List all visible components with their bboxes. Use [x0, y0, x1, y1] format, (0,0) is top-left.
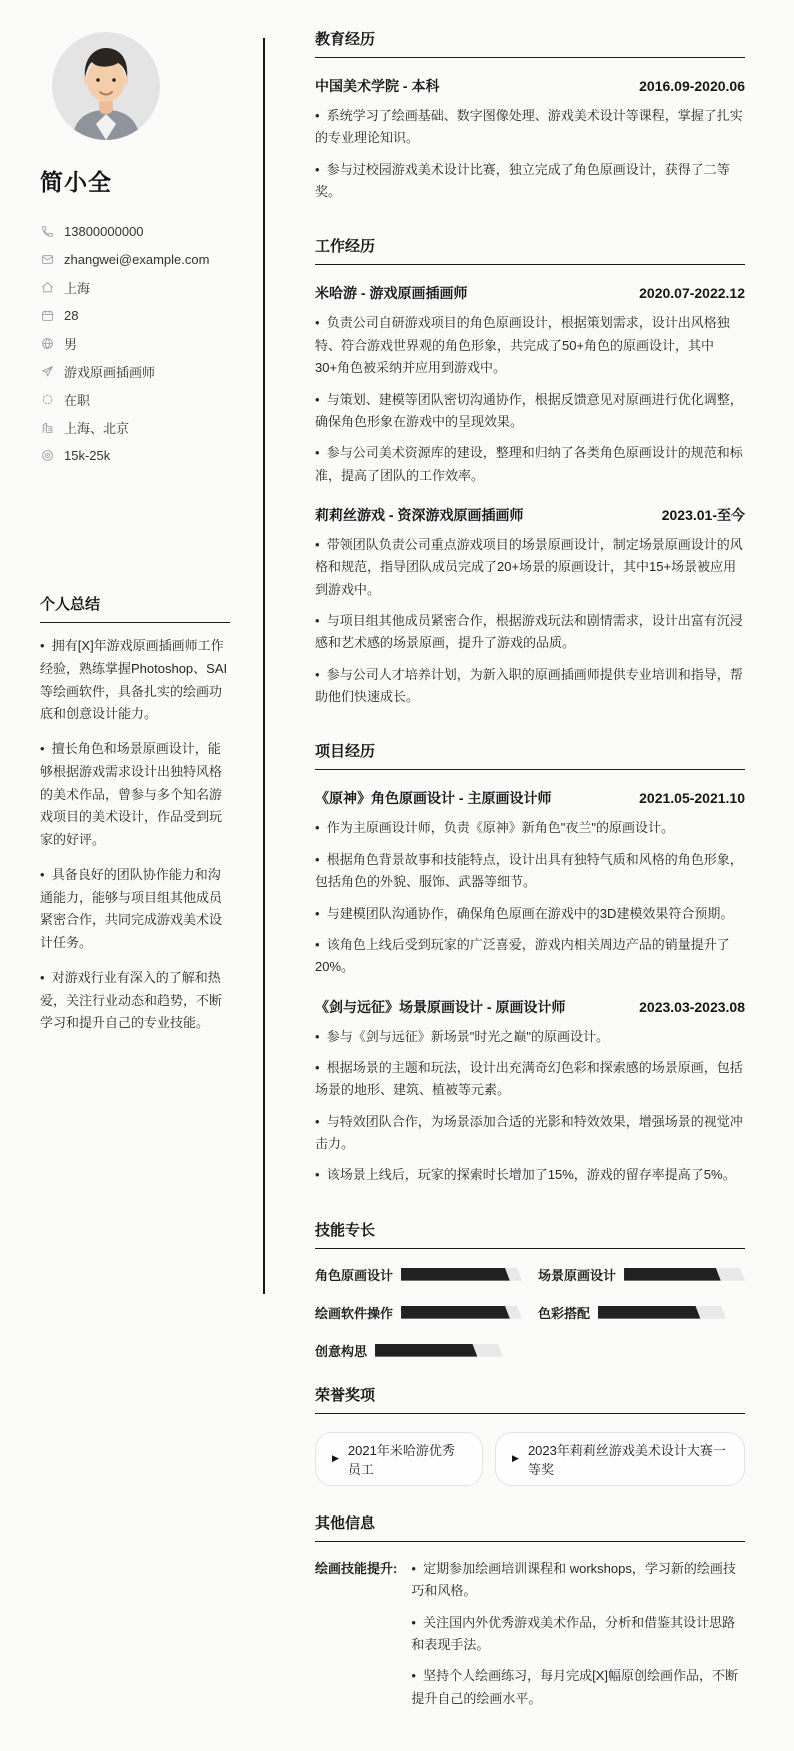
- phone-icon: [40, 224, 54, 238]
- work-company-role: 莉莉丝游戏 - 资深游戏原画插画师: [315, 506, 524, 523]
- summary-bullet: • 拥有[X]年游戏原画插画师工作经验，熟练掌握Photoshop、SAI等绘画软件，具备扎实的绘画功底和创意设计能力。: [40, 635, 230, 726]
- contact-gender-value: 男: [64, 336, 78, 352]
- home-icon: [40, 280, 54, 294]
- contact-job-title-value: 游戏原画插画师: [64, 364, 156, 380]
- skill-bar-fill: [624, 1268, 721, 1281]
- contact-item-phone: [40, 217, 230, 245]
- play-triangle-icon: ▶: [332, 1453, 339, 1464]
- work-entry: [315, 283, 745, 487]
- contact-phone-value: 13800000000: [64, 223, 144, 239]
- contact-salary-value: 15k-25k: [64, 447, 111, 463]
- skill-label: 创意构思: [315, 1343, 368, 1359]
- work-bullet: • 参与公司人才培养计划，为新入职的原画插画师提供专业培训和指导，帮助他们快速成长。: [315, 664, 745, 709]
- skills-section: [315, 1219, 745, 1360]
- personal-summary-section: [40, 593, 230, 1035]
- contact-location-value: 上海: [64, 280, 91, 296]
- paper-plane-icon: [40, 364, 54, 378]
- summary-bullet: • 对游戏行业有深入的了解和热爱，关注行业动态和趋势，不断学习和提升自己的专业技能。: [40, 967, 230, 1035]
- summary-bullet: • 擅长角色和场景原画设计，能够根据游戏需求设计出独特风格的美术作品，曾参与多个知名游戏项目的美术设计，作品受到玩家的好评。: [40, 738, 230, 852]
- contact-status-value: 在职: [64, 392, 91, 408]
- education-title: 教育经历: [315, 28, 745, 58]
- skill-bar-fill: [401, 1268, 510, 1281]
- projects-section: [315, 740, 745, 1186]
- skill-bar-fill: [401, 1306, 510, 1319]
- project-name-role: 《原神》角色原画设计 - 主原画设计师: [315, 790, 552, 807]
- honor-badge: [315, 1432, 483, 1486]
- contact-item-gender: [40, 329, 230, 357]
- projects-title: 项目经历: [315, 740, 745, 770]
- honor-badge-label: 2023年莉莉丝游戏美术设计大赛一等奖: [527, 1442, 726, 1477]
- project-bullet: • 与特效团队合作，为场景添加合适的光影和特效效果，增强场景的视觉冲击力。: [315, 1111, 745, 1156]
- project-bullet: • 该角色上线后受到玩家的广泛喜爱，游戏内相关周边产品的销量提升了20%。: [315, 934, 745, 979]
- project-bullet: • 作为主原画设计师，负责《原神》新角色"夜兰"的原画设计。: [315, 817, 745, 839]
- work-entry: [315, 505, 745, 709]
- calendar-icon: [40, 308, 54, 322]
- skill-bar-fill: [375, 1344, 477, 1357]
- contact-email-value: zhangwei@example.com: [64, 251, 210, 267]
- skill-bar: [598, 1306, 726, 1319]
- play-triangle-icon: ▶: [512, 1453, 519, 1464]
- education-bullet: • 系统学习了绘画基础、数字图像处理、游戏美术设计等课程，掌握了扎实的专业理论知识。: [315, 105, 745, 150]
- work-bullet: • 与项目组其他成员紧密合作，根据游戏玩法和剧情需求，设计出富有沉浸感和艺术感的场景原画，提升了游戏的品质。: [315, 610, 745, 655]
- skill-item: [315, 1265, 522, 1284]
- skill-item: [315, 1341, 522, 1360]
- personal-summary-title: 个人总结: [40, 593, 230, 623]
- skill-bar-fill: [598, 1306, 700, 1319]
- project-bullet: • 与建模团队沟通协作，确保角色原画在游戏中的3D建模效果符合预期。: [315, 903, 745, 925]
- work-date: 2023.01-至今: [661, 506, 745, 523]
- contact-age-value: 28: [64, 307, 79, 323]
- work-bullet: • 带领团队负责公司重点游戏项目的场景原画设计，制定场景原画设计的风格和规范，指导团队成员完成了20+场景的原画设计，其中15+场景被应用到游戏中。: [315, 534, 745, 601]
- skill-bar: [624, 1268, 745, 1281]
- project-bullet: • 参与《剑与远征》新场景"时光之巅"的原画设计。: [315, 1026, 745, 1048]
- project-entry: [315, 997, 745, 1187]
- building-icon: [40, 420, 54, 434]
- honor-badge-label: 2021年米哈游优秀员工: [347, 1442, 455, 1477]
- work-date: 2020.07-2022.12: [639, 285, 745, 302]
- skill-item: [315, 1303, 522, 1322]
- education-date: 2016.09-2020.06: [639, 78, 745, 94]
- skill-label: 角色原画设计: [315, 1267, 394, 1283]
- person-name: 简小全: [40, 169, 112, 195]
- status-icon: [40, 392, 54, 406]
- summary-bullet: • 具备良好的团队协作能力和沟通能力，能够与项目组其他成员紧密合作，共同完成游戏美术设计任务。: [40, 864, 230, 955]
- other-info-bullet: • 关注国内外优秀游戏美术作品，分析和借鉴其设计思路和表现手法。: [411, 1612, 745, 1657]
- skill-bar: [375, 1344, 503, 1357]
- work-section: [315, 235, 745, 708]
- project-date: 2021.05-2021.10: [639, 790, 745, 807]
- education-section: [315, 28, 745, 203]
- project-date: 2023.03-2023.08: [639, 998, 745, 1015]
- other-info-section: [315, 1512, 745, 1719]
- contact-item-job-title: [40, 357, 230, 385]
- skill-label: 色彩搭配: [538, 1305, 591, 1321]
- avatar-photo-icon: [52, 32, 160, 140]
- contact-item-status: [40, 385, 230, 413]
- contact-city-value: 上海、北京: [64, 420, 130, 436]
- vertical-divider: [263, 38, 265, 1294]
- contact-item-email: [40, 245, 230, 273]
- education-bullet: • 参与过校园游戏美术设计比赛，独立完成了角色原画设计，获得了二等奖。: [315, 159, 745, 204]
- gender-icon: [40, 336, 54, 350]
- skills-title: 技能专长: [315, 1219, 745, 1249]
- contact-item-location: [40, 273, 230, 301]
- other-info-title: 其他信息: [315, 1512, 745, 1542]
- honors-title: 荣誉奖项: [315, 1384, 745, 1414]
- resume-main: [315, 28, 745, 1751]
- work-bullet: • 与策划、建模等团队密切沟通协作，根据反馈意见对原画进行优化调整，确保角色形象在游戏中的呈现效果。: [315, 389, 745, 434]
- skill-bar: [401, 1306, 522, 1319]
- skill-bar: [401, 1268, 522, 1281]
- contact-item-city: [40, 413, 230, 441]
- avatar: [52, 32, 160, 140]
- skill-label: 绘画软件操作: [315, 1305, 394, 1321]
- target-icon: [40, 448, 54, 462]
- contact-item-age: [40, 301, 230, 329]
- work-bullet: • 负责公司自研游戏项目的角色原画设计，根据策划需求，设计出风格独特、符合游戏世界观的角色形象，共完成了50+角色的原画设计，其中30+角色被采纳并应用到游戏中。: [315, 312, 745, 379]
- education-entry: [315, 76, 745, 203]
- contact-item-salary: [40, 441, 230, 469]
- project-bullet: • 该场景上线后，玩家的探索时长增加了15%，游戏的留存率提高了5%。: [315, 1164, 745, 1186]
- project-name-role: 《剑与远征》场景原画设计 - 原画设计师: [315, 998, 566, 1015]
- skill-item: [538, 1265, 745, 1284]
- work-bullet: • 参与公司美术资源库的建设，整理和归纳了各类角色原画设计的规范和标准，提高了团队的工作效率。: [315, 442, 745, 487]
- education-school: 中国美术学院 - 本科: [315, 78, 440, 94]
- project-bullet: • 根据场景的主题和玩法，设计出充满奇幻色彩和探索感的场景原画，包括场景的地形、建筑、植被等元素。: [315, 1057, 745, 1102]
- honor-badge: [495, 1432, 745, 1486]
- work-title: 工作经历: [315, 235, 745, 265]
- project-bullet: • 根据角色背景故事和技能特点，设计出具有独特气质和风格的角色形象，包括角色的外貌、服饰、武器等细节。: [315, 849, 745, 894]
- work-company-role: 米哈游 - 游戏原画插画师: [315, 285, 468, 302]
- skill-item: [538, 1303, 745, 1322]
- other-info-label: 绘画技能提升:: [315, 1560, 398, 1576]
- other-info-bullet: • 定期参加绘画培训课程和 workshops，学习新的绘画技巧和风格。: [411, 1558, 745, 1603]
- honors-section: [315, 1384, 745, 1486]
- email-icon: [40, 252, 54, 266]
- project-entry: [315, 788, 745, 978]
- sidebar: [40, 32, 230, 1047]
- skill-label: 场景原画设计: [538, 1267, 617, 1283]
- other-info-bullet: • 坚持个人绘画练习，每月完成[X]幅原创绘画作品，不断提升自己的绘画水平。: [411, 1665, 745, 1710]
